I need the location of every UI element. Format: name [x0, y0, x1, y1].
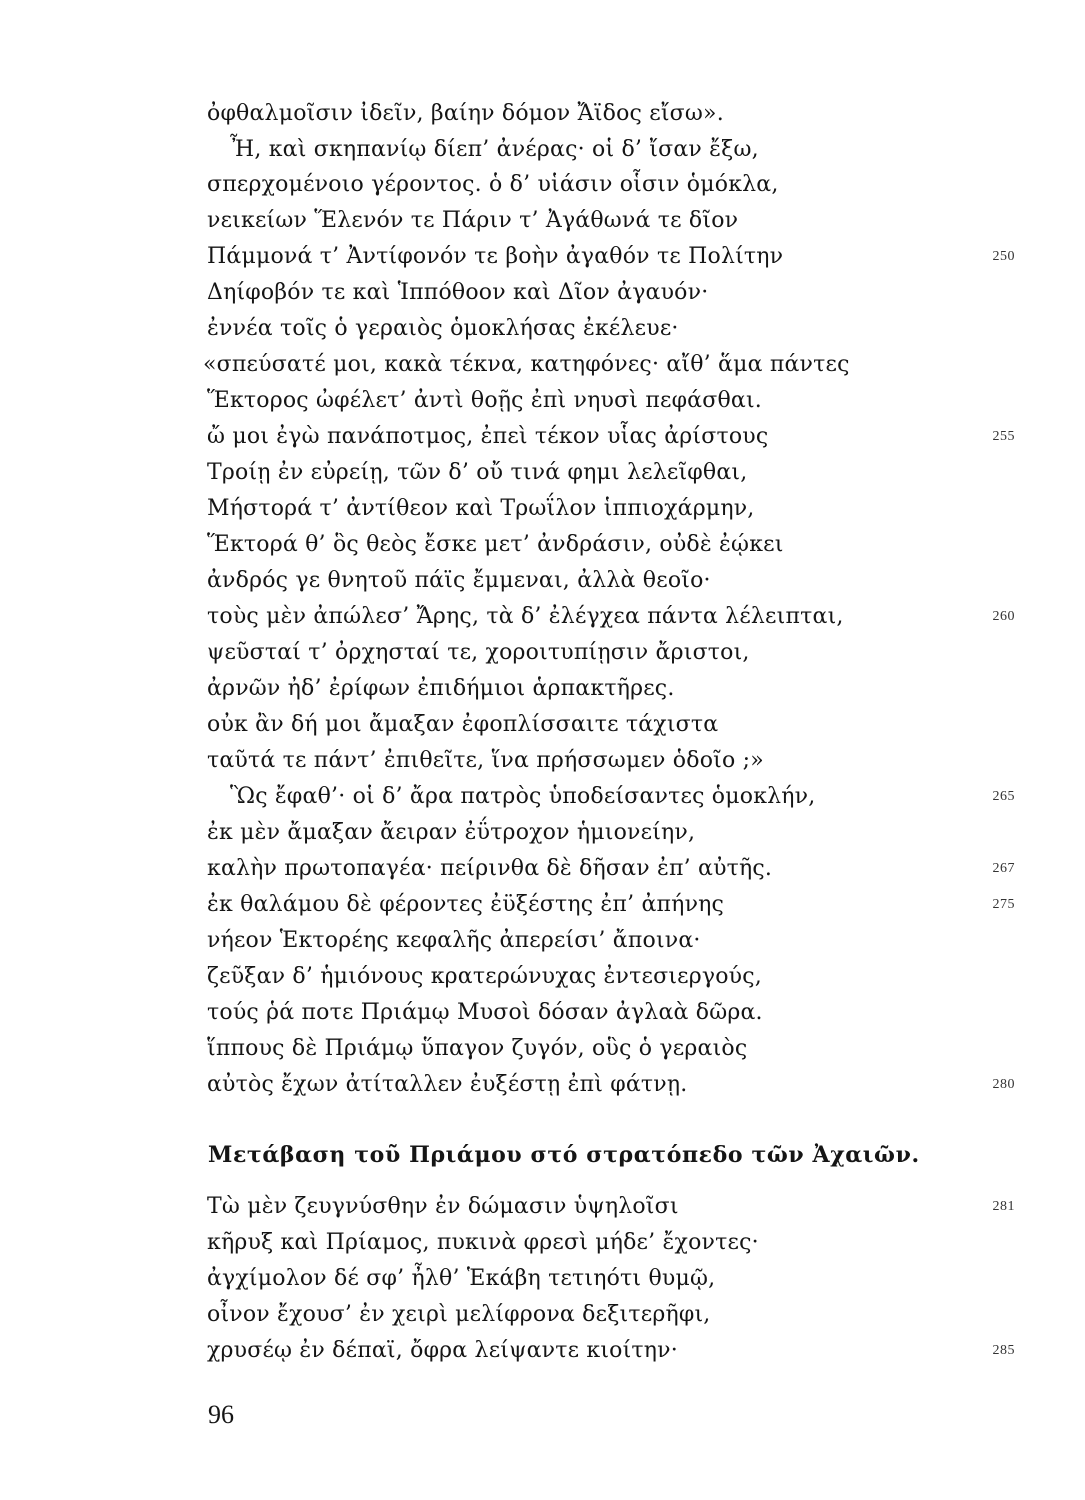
verse-text: ψεῦσταί τ’ ὀρχησταί τε, χοροιτυπίῃσιν ἄριστοι,	[207, 640, 750, 665]
verse-text: ἀρνῶν ἠδ’ ἐρίφων ἐπιδήμιοι ἁρπακτῆρες.	[207, 676, 675, 701]
verse-text: «σπεύσατέ μοι, κακὰ τέκνα, κατηφόνες· αἴθ’ ἅμα πάντες	[203, 352, 850, 377]
verse-text: κῆρυξ καὶ Πρίαμος, πυκινὰ φρεσὶ μήδε’ ἔχοντες·	[207, 1230, 759, 1255]
verse-line	[0, 420, 1085, 454]
verse-line	[0, 600, 1085, 634]
verse-text: τοὺς μὲν ἀπώλεσ’ Ἄρης, τὰ δ’ ἐλέγχεα πάντα λέλειπται,	[207, 604, 844, 629]
verse-text: οἶνον ἔχουσ’ ἐν χειρὶ μελίφρονα δεξιτερῆφι,	[207, 1302, 711, 1327]
verse-text: τούς ῥά ποτε Πριάμῳ Μυσοὶ δόσαν ἀγλαὰ δῶρα.	[207, 1000, 763, 1025]
verse-text: σπερχομένοιο γέροντος. ὁ δ’ υἱάσιν οἷσιν ὁμόκλα,	[207, 172, 779, 197]
verse-text: χρυσέῳ ἐν δέπαϊ, ὄφρα λείψαντε κιοίτην·	[207, 1338, 678, 1363]
verse-line	[0, 1226, 1085, 1260]
verse-text: Ἦ, καὶ σκηπανίῳ δίεπ’ ἀνέρας· οἱ δ’ ἴσαν ἔξω,	[230, 137, 759, 162]
verse-text: ταῦτά τε πάντ’ ἐπιθεῖτε, ἵνα πρήσσωμεν ὁδοῖο ;»	[207, 748, 764, 773]
verse-text: Ἕκτορος ὠφέλετ’ ἀντὶ θοῇς ἐπὶ νηυσὶ πεφάσθαι.	[207, 388, 762, 413]
verse-text: Τροίῃ ἐν εὐρείῃ, τῶν δ’ οὔ τινά φημι λελεῖφθαι,	[207, 460, 748, 485]
verse-line	[0, 1262, 1085, 1296]
verse-line	[0, 1068, 1085, 1102]
verse-line	[0, 240, 1085, 274]
verse-line	[0, 456, 1085, 490]
verse-text: Τὼ μὲν ζευγνύσθην ἐν δώμασιν ὑψηλοῖσι	[207, 1194, 679, 1219]
section-heading: Μετάβαση τοῦ Πριάμου στό στρατόπεδο τῶν Ἀχαιῶν.	[208, 1142, 920, 1168]
verse-text: ἐννέα τοῖς ὁ γεραιὸς ὁμοκλήσας ἐκέλευε·	[207, 316, 679, 341]
verse-text: Δηίφοβόν τε καὶ Ἱππόθοον καὶ Δῖον ἀγαυόν·	[207, 280, 709, 305]
verse-line	[0, 97, 1085, 131]
verse-line	[0, 708, 1085, 742]
verse-line	[0, 744, 1085, 778]
verse-line	[0, 924, 1085, 958]
verse-line	[0, 168, 1085, 202]
verse-text: ζεῦξαν δ’ ἡμιόνους κρατερώνυχας ἐντεσιεργούς,	[207, 964, 762, 989]
line-number: 260	[992, 609, 1015, 624]
verse-line	[0, 384, 1085, 418]
line-number: 281	[992, 1199, 1015, 1214]
line-number: 285	[992, 1343, 1015, 1358]
line-number: 255	[992, 429, 1015, 444]
verse-text: Μήστορά τ’ ἀντίθεον καὶ Τρωΐλον ἱππιοχάρμην,	[207, 496, 755, 521]
verse-line	[0, 672, 1085, 706]
verse-text: Ὣς ἔφαθ’· οἱ δ’ ἄρα πατρὸς ὑποδείσαντες ὁμοκλήν,	[230, 784, 816, 809]
verse-text: καλὴν πρωτοπαγέα· πείρινθα δὲ δῆσαν ἐπ’ αὐτῆς.	[207, 856, 773, 881]
verse-line	[0, 1190, 1085, 1224]
line-number: 267	[992, 861, 1015, 876]
page-number: 96	[208, 1400, 234, 1429]
line-number: 280	[992, 1077, 1015, 1092]
verse-text: Ἕκτορά θ’ ὃς θεὸς ἔσκε μετ’ ἀνδράσιν, οὐδὲ ἐῴκει	[207, 532, 784, 557]
verse-line	[0, 276, 1085, 310]
verse-text: ἐκ μὲν ἄμαξαν ἄειραν ἐΰτροχον ἡμιονείην,	[207, 820, 696, 845]
verse-line	[0, 133, 1085, 167]
verse-text: ἵππους δὲ Πριάμῳ ὕπαγον ζυγόν, οὓς ὁ γεραιὸς	[207, 1036, 748, 1061]
verse-line	[0, 312, 1085, 346]
verse-line	[0, 960, 1085, 994]
verse-text: νήεον Ἑκτορέης κεφαλῆς ἀπερείσι’ ἄποινα·	[207, 928, 701, 953]
verse-line	[0, 1334, 1085, 1368]
verse-text: ὀφθαλμοῖσιν ἰδεῖν, βαίην δόμον Ἄϊδος εἴσω».	[207, 101, 724, 126]
verse-line	[0, 204, 1085, 238]
verse-text: νεικείων Ἕλενόν τε Πάριν τ’ Ἀγάθωνά τε δῖον	[207, 208, 739, 233]
verse-line	[0, 492, 1085, 526]
verse-line	[0, 636, 1085, 670]
line-number: 275	[992, 897, 1015, 912]
verse-line	[0, 816, 1085, 850]
verse-line	[0, 1298, 1085, 1332]
verse-text: Πάμμονά τ’ Ἀντίφονόν τε βοὴν ἀγαθόν τε Πολίτην	[207, 244, 784, 269]
verse-line	[0, 996, 1085, 1030]
verse-text: ἀγχίμολον δέ σφ’ ἦλθ’ Ἑκάβη τετιηότι θυμῷ,	[207, 1266, 716, 1291]
verse-text: ἀνδρός γε θνητοῦ πάϊς ἔμμεναι, ἀλλὰ θεοῖο·	[207, 568, 711, 593]
verse-text: ὤ μοι ἐγὼ πανάποτμος, ἐπεὶ τέκον υἷας ἀρίστους	[207, 424, 769, 449]
verse-line	[0, 780, 1085, 814]
verse-line	[0, 1032, 1085, 1066]
verse-line	[0, 564, 1085, 598]
line-number: 250	[992, 249, 1015, 264]
line-number: 265	[992, 789, 1015, 804]
verse-line	[0, 348, 1085, 382]
verse-text: ἐκ θαλάμου δὲ φέροντες ἐϋξέστης ἐπ’ ἀπήνης	[207, 892, 725, 917]
verse-line	[0, 852, 1085, 886]
verse-text: οὐκ ἂν δή μοι ἄμαξαν ἐφοπλίσσαιτε τάχιστα	[207, 712, 719, 737]
verse-text: αὐτὸς ἔχων ἀτίταλλεν ἐυξέστῃ ἐπὶ φάτνῃ.	[207, 1072, 688, 1097]
verse-line	[0, 528, 1085, 562]
verse-line	[0, 888, 1085, 922]
